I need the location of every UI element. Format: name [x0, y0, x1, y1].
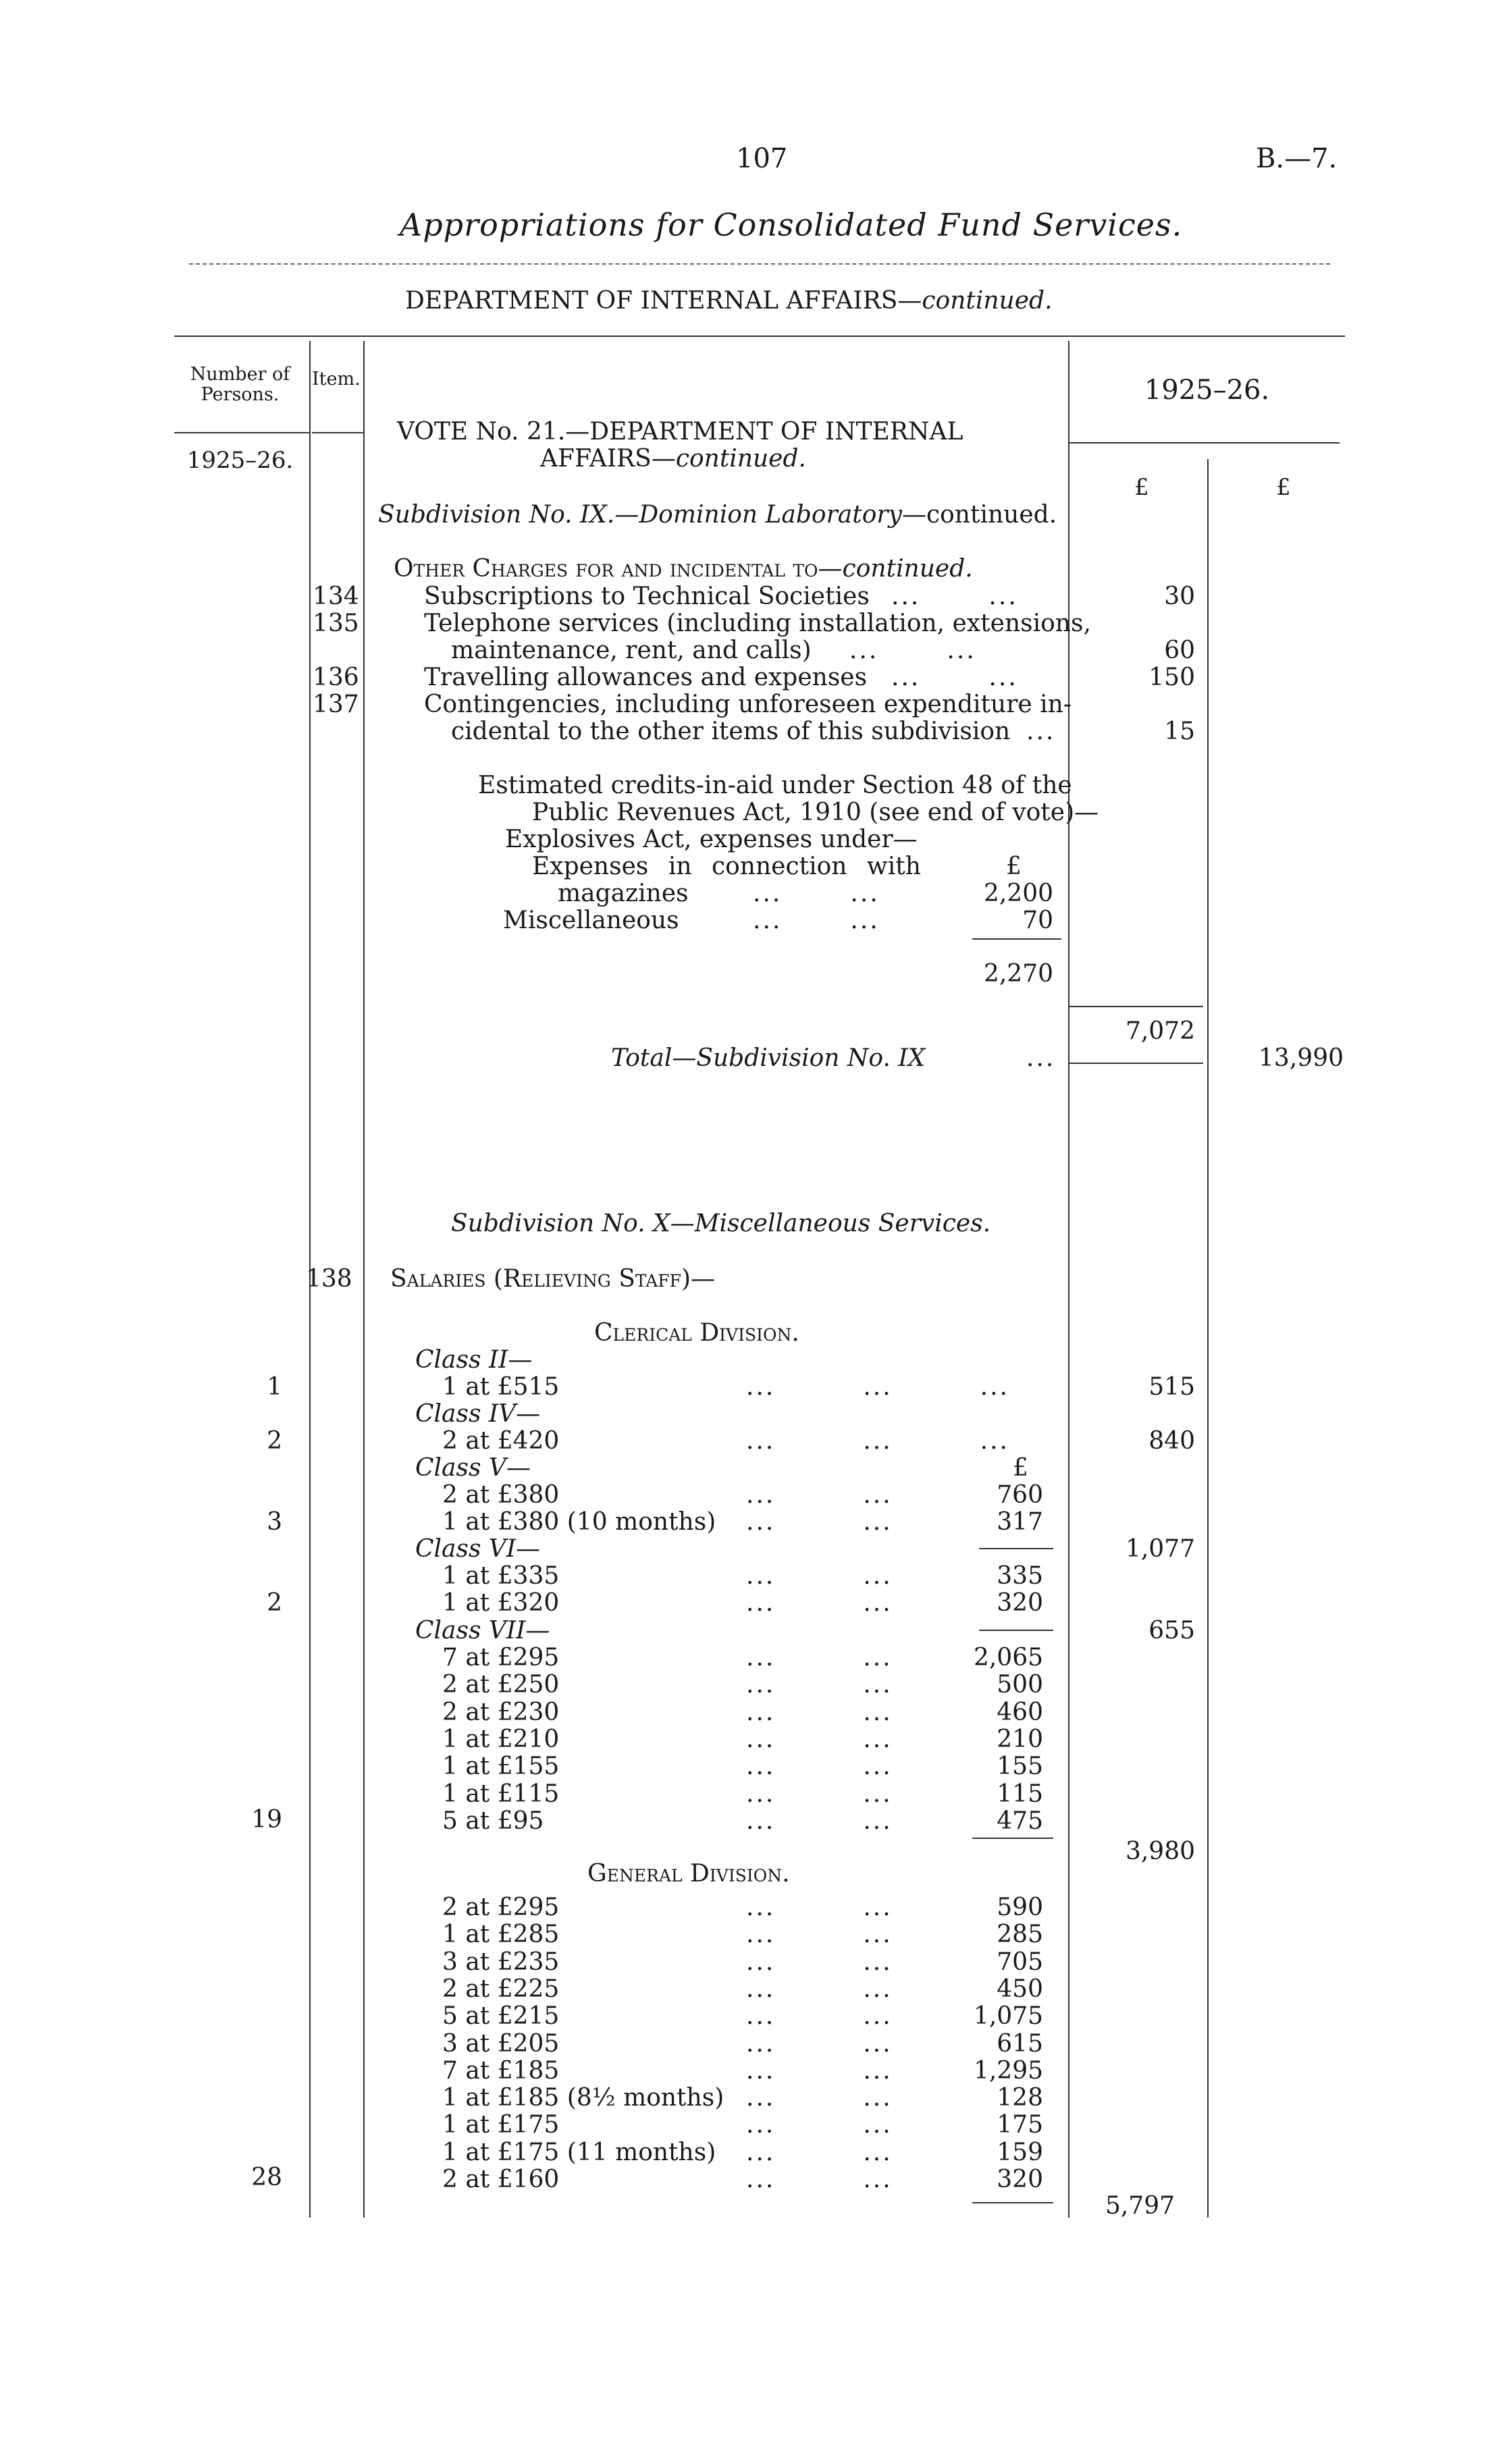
persons-count: 19	[251, 1806, 282, 1833]
item-number: 137	[313, 691, 359, 718]
salary-amount: 460	[997, 1698, 1043, 1726]
leader-dots: ... ...	[746, 1671, 893, 1699]
credits-line: Public Revenues Act, 1910 (see end of vote)—	[532, 799, 1099, 826]
leader-dots: ... ...	[753, 880, 880, 907]
class-heading: Class IV—	[415, 1400, 541, 1428]
leader-dots: ... ...	[849, 637, 976, 664]
salary-line: 1 at £115	[442, 1779, 560, 1808]
subtotal-rule-lower	[1068, 1063, 1203, 1064]
clerical-division-heading: Clerical Division.	[594, 1319, 799, 1347]
persons-count: 1	[267, 1373, 282, 1401]
salary-line: 2 at £420	[442, 1427, 560, 1455]
department-name: DEPARTMENT OF INTERNAL AFFAIRS	[405, 287, 898, 315]
salary-line: 1 at £175	[442, 2111, 560, 2139]
pound-sign-col1: £	[1134, 474, 1149, 501]
pound-sign: £	[1013, 1454, 1028, 1482]
salary-amount: 1,075	[973, 2002, 1043, 2031]
salary-amount: 320	[997, 1589, 1043, 1617]
item-number: 136	[313, 664, 359, 691]
leader-dots: ...	[1026, 718, 1056, 745]
leader-dots: ... ...	[746, 2166, 893, 2193]
general-total: 5,797	[1105, 2192, 1175, 2220]
leader-dots: ... ...	[746, 2138, 893, 2166]
salary-line: 1 at £335	[442, 1562, 560, 1590]
leader-dots: ... ...	[746, 1698, 893, 1726]
salary-line: 1 at £155	[442, 1752, 560, 1781]
subdivision-x-heading: Subdivision No. X—Miscellaneous Services.	[451, 1210, 991, 1237]
leader-dots: ... ...	[746, 1644, 893, 1671]
class-vi-rule	[979, 1630, 1053, 1631]
salary-amount: 475	[997, 1806, 1043, 1835]
salary-amount: 320	[997, 2166, 1043, 2193]
column-header-item: Item.	[312, 369, 361, 390]
other-charges-continued: —continued.	[818, 555, 973, 583]
credits-rule	[972, 938, 1061, 940]
persons-count: 2	[267, 1427, 282, 1455]
subdivision-ix-continued: continued.	[926, 501, 1057, 529]
leader-dots: ... ...	[891, 583, 1018, 610]
salary-amount: 515	[1148, 1373, 1195, 1401]
page-number: 107	[736, 143, 788, 174]
class-heading: Class II—	[415, 1346, 533, 1374]
vote-heading: VOTE No. 21.—DEPARTMENT OF INTERNAL	[397, 418, 963, 446]
salary-amount: 175	[997, 2111, 1043, 2139]
item-description: maintenance, rent, and calls)	[451, 637, 812, 664]
credits-amount: 2,200	[983, 880, 1053, 907]
item-number: 135	[313, 610, 359, 637]
subdivision-ix-total: 13,990	[1259, 1044, 1344, 1072]
department-continued: —continued.	[897, 287, 1053, 315]
salary-line: 2 at £380	[442, 1481, 560, 1509]
leader-dots: ... ...	[746, 1975, 893, 2003]
subtotal-rule	[1068, 1006, 1203, 1007]
vote-heading-continued: —continued.	[651, 445, 806, 473]
credits-line: Estimated credits-in-aid under Section 48 of the	[478, 772, 1072, 799]
salary-amount: 760	[997, 1481, 1043, 1509]
class-v-rule	[979, 1548, 1053, 1549]
credits-total: 2,270	[983, 960, 1053, 988]
salary-line: 3 at £235	[442, 1948, 560, 1976]
vote-heading-main: AFFAIRS	[540, 445, 652, 473]
class-vi-total: 655	[1148, 1617, 1195, 1644]
item-number: 134	[313, 583, 359, 610]
salary-amount: 705	[997, 1948, 1043, 1976]
salary-line: 7 at £185	[442, 2056, 560, 2085]
credits-amount: 70	[1022, 907, 1053, 934]
item-number: 138	[306, 1265, 352, 1293]
salary-line: 1 at £185 (8½ months)	[442, 2084, 724, 2112]
class-vii-rule	[972, 1838, 1053, 1839]
salary-amount: 155	[997, 1752, 1043, 1781]
leader-dots: ... ...	[746, 2084, 893, 2112]
amount-column-rule	[1207, 459, 1209, 2218]
item-amount: 60	[1164, 637, 1195, 664]
class-heading: Class V—	[415, 1454, 531, 1482]
general-rule	[972, 2202, 1053, 2203]
salary-amount: 450	[997, 1975, 1043, 2003]
salary-line: 1 at £380 (10 months)	[442, 1508, 716, 1536]
class-heading: Class VI—	[415, 1535, 541, 1563]
salary-line: 5 at £95	[442, 1806, 544, 1835]
credits-line: Miscellaneous	[503, 907, 679, 934]
salary-line: 3 at £205	[442, 2029, 560, 2058]
salary-amount: 590	[997, 1894, 1043, 1921]
item-column-rule	[363, 341, 365, 2218]
class-heading: Class VII—	[415, 1617, 550, 1644]
leader-dots: ... ... ...	[746, 1427, 1009, 1455]
salary-amount: 1,295	[973, 2056, 1043, 2085]
salary-amount: 128	[997, 2084, 1043, 2112]
table-top-rule	[174, 336, 1345, 337]
salary-line: 2 at £295	[442, 1894, 560, 1921]
item-header-rule	[312, 432, 363, 433]
salary-amount: 285	[997, 1921, 1043, 1949]
item-description: cidental to the other items of this subdivision	[451, 718, 1011, 745]
general-division-heading: General Division.	[587, 1860, 790, 1887]
column-header-persons: Number of Persons.	[190, 364, 290, 405]
persons-header-rule	[174, 432, 309, 433]
class-v-total: 1,077	[1125, 1535, 1195, 1563]
page-title: Appropriations for Consolidated Fund Services.	[400, 207, 1183, 243]
salary-amount: 159	[997, 2138, 1043, 2166]
class-vii-total: 3,980	[1125, 1838, 1195, 1865]
credits-pound-sign: £	[1006, 853, 1022, 880]
salaries-heading: Salaries (Relieving Staff)—	[390, 1265, 715, 1293]
leader-dots: ... ...	[746, 2111, 893, 2139]
leader-dots: ... ...	[746, 1894, 893, 1921]
document-reference: B.—7.	[1256, 143, 1338, 174]
salary-line: 1 at £320	[442, 1589, 560, 1617]
credits-line: Explosives Act, expenses under—	[505, 826, 918, 853]
salary-amount: 317	[997, 1508, 1043, 1536]
item-amount: 30	[1164, 583, 1195, 610]
salary-line: 2 at £225	[442, 1975, 560, 2003]
leader-dots: ... ...	[746, 1752, 893, 1781]
leader-dots: ... ...	[746, 2002, 893, 2031]
department-heading	[405, 289, 1053, 313]
leader-dots: ... ...	[746, 1589, 893, 1617]
column-header-year-right: 1925–26.	[1144, 375, 1270, 406]
column-header-year-left: 1925–26.	[186, 447, 294, 474]
leader-dots: ... ... ...	[746, 1373, 1009, 1401]
persons-count: 2	[267, 1589, 282, 1617]
salary-line: 5 at £215	[442, 2002, 560, 2031]
salary-line: 1 at £175 (11 months)	[442, 2138, 716, 2166]
other-charges-title: Other Charges for and incidental to	[394, 555, 818, 583]
salary-amount: 615	[997, 2029, 1043, 2058]
credits-line: Expenses in connection with	[532, 853, 921, 880]
leader-dots: ... ...	[746, 1725, 893, 1753]
salary-amount: 2,065	[973, 1644, 1043, 1671]
subdivision-ix-total-label: Total—Subdivision No. IX	[611, 1044, 926, 1072]
item-amount: 150	[1148, 664, 1195, 691]
leader-dots: ... ...	[746, 1562, 893, 1590]
leader-dots: ... ...	[746, 2056, 893, 2085]
salary-line: 2 at £160	[442, 2166, 560, 2193]
leader-dots: ... ...	[746, 1779, 893, 1808]
item-description: Contingencies, including unforeseen expenditure in-	[424, 691, 1072, 718]
salary-line: 7 at £295	[442, 1644, 560, 1671]
salary-line: 1 at £285	[442, 1921, 560, 1949]
salary-amount: 500	[997, 1671, 1043, 1699]
subdivision-ix-title: Subdivision No. IX.—Dominion Laboratory—	[378, 501, 926, 529]
leader-dots: ... ...	[746, 2029, 893, 2058]
pound-sign-col2: £	[1276, 474, 1291, 501]
item-amount: 15	[1164, 718, 1195, 745]
leader-dots: ... ...	[746, 1508, 893, 1536]
credits-line: magazines	[558, 880, 689, 907]
salary-amount: 210	[997, 1725, 1043, 1753]
other-charges-heading	[394, 557, 973, 581]
salary-line: 2 at £230	[442, 1698, 560, 1726]
leader-dots: ... ...	[746, 1948, 893, 1976]
persons-count: 28	[251, 2164, 282, 2191]
leader-dots: ...	[1026, 1044, 1056, 1072]
title-rule	[189, 263, 1330, 265]
subdivision-ix-subtotal: 7,072	[1125, 1017, 1195, 1045]
item-description: Telephone services (including installation, extensions,	[424, 610, 1091, 637]
leader-dots: ... ...	[753, 907, 880, 934]
year-header-rule	[1068, 442, 1340, 444]
leader-dots: ... ...	[746, 1481, 893, 1509]
salary-amount: 335	[997, 1562, 1043, 1590]
salary-line: 2 at £250	[442, 1671, 560, 1699]
vote-heading-line2	[540, 447, 806, 471]
persons-count: 3	[267, 1508, 282, 1536]
item-description: Travelling allowances and expenses	[424, 664, 868, 691]
item-description: Subscriptions to Technical Societies	[424, 583, 870, 610]
leader-dots: ... ...	[746, 1921, 893, 1949]
salary-amount: 840	[1148, 1427, 1195, 1455]
subdivision-ix-heading	[378, 503, 1057, 527]
salary-amount: 115	[997, 1779, 1043, 1808]
salary-line: 1 at £210	[442, 1725, 560, 1753]
salary-line: 1 at £515	[442, 1373, 560, 1401]
leader-dots: ... ...	[746, 1806, 893, 1835]
leader-dots: ... ...	[891, 664, 1018, 691]
